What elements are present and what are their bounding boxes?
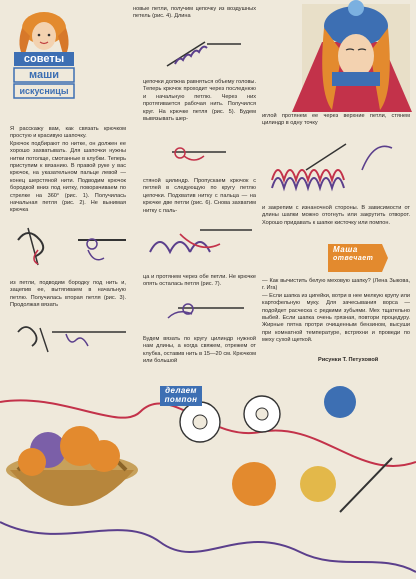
illustrator-credit: Рисунки Т. Петуховой [318,357,379,363]
figure-6-drawing [140,222,258,268]
text-block-c2a: новые петли, получим цепочку из воздушных петель (рис. 4). Длина [133,6,256,20]
logo-line1: советы [23,53,65,65]
pompon-heading [160,386,202,406]
pompon-illustration [0,372,416,579]
text-block-c3a: иглой протянем ее через верхние петли, стянем цилиндр в одну точку [262,113,410,127]
masha-tag-line1: Маша [333,245,358,254]
text-block-c2e: Будем вязать по кругу цилиндр нужной нам длины, а когда свяжем, отрежем от клубка, оставив нить в 15—20 см. Крючком или большой [143,336,256,365]
figure-7-drawing [148,294,248,322]
figure-1-2-drawing [8,220,132,274]
text-block-c3c: — Как вычистить белую меховую шапку? (Лена Зыкова, г. Ига) — Если шапка из цигейки, вотри в нее мелкую крупу или картофельную муку. Для зачесывания ворса — подойдет расческа с редкими зубьями. Мех тщательно выбей. Если шапка очень грязная, повтори процедуру. Жирные пятна протри очищенным бензином, высуши при комнатной температуре, встряхни и проведи по меху сухой щеткой. [262,278,410,344]
figure-8-cylinder-drawing [266,140,408,204]
girl-with-hat-illustration [262,2,412,110]
text-block-c1b: из петли, подводим бородку под нить и, зацепив ее, вытягиваем в начальную петлю. Получилась вторая петля (рис. 3). Продолжая вязать [10,280,126,309]
text-block-c2d: ца и протянем через обе петли. Не крючке опять осталась петля (рис. 7). [143,274,256,288]
pompon-heading-line1: делаем [165,386,197,395]
figure-4-chain-drawing [165,38,245,72]
figure-5-drawing [168,138,248,168]
text-block-c1a: Я расскажу вам, как связать крючком простую и красивую шапочку. Крючок подбирают по нитке, он должен ее хорошо захватывать. Для шапочки нужны нитки потолще, смотанные в клубки. Теперь приступим к вязанию. В правой руке у вас крючок, на указательном пальце левой — конец шерстяной нити. Подводим крючок бородкой вниз под нитку, поворачиваем по стрелке на 360° (рис. 1). Получилась начальная петля (рис. 2). Не вынимая крючка [10,126,126,214]
logo-line3: искусницы [19,86,69,96]
figure-3-drawing [12,318,130,358]
text-block-c3b: и закрепим с изнаночной стороны. В зависимости от длины шапки можно отогнуть или закрутить отворот. Хорошо придавать к шапке кисточку или помпон. [262,205,410,226]
logo-line2: маши [28,69,60,81]
logo [8,6,80,116]
pompon-heading-line2: помпон [164,395,198,404]
text-block-c2b: цепочки должна равняться объему головы. Теперь крючок проходит через последнюю и начальную петлю. Через них протягивается рабочая нить. Получился круг. На крючке петля (рис. 5). Будем вывязывать шер- [143,79,256,123]
text-block-c2c: стяной цилиндр. Пропускаем крючок с петлей в следующую по кругу петлю цепочки. Подхватив нитку с пальца — на крючке две петли (рис. 6). Снова захватим нитку с паль- [143,178,256,214]
masha-tag-line2: отвечает [333,255,374,262]
